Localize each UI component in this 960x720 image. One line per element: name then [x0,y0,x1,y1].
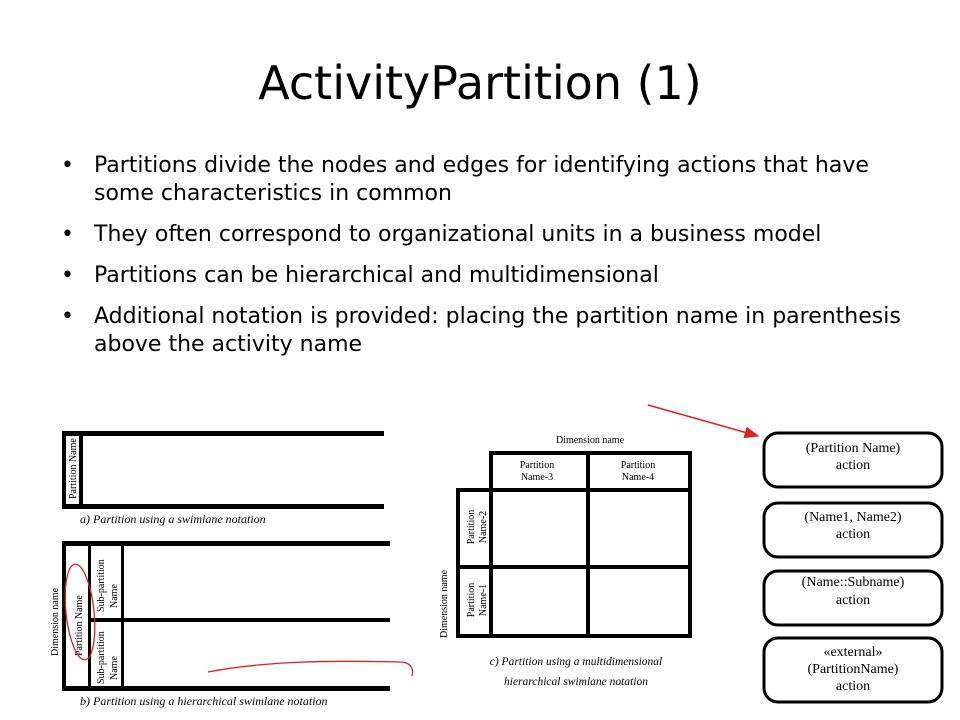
figure-a-caption: a) Partition using a swimlane notation [80,512,266,526]
action-label: action [835,679,871,694]
lane-label: Partition Name [68,438,79,499]
figure-c-caption-line1: c) Partition using a multidimensional [489,656,663,668]
dimension-top-label: Dimension name [555,435,625,446]
action-nodes [764,433,942,702]
bullet-dot-icon: • [61,222,74,247]
bullet-dot-icon: • [61,263,74,288]
figure-b-caption: b) Partition using a hierarchical swimlane notation [80,694,328,708]
sub-partition-bottom-line1: Sub-partition [96,631,107,684]
bullet-dot-icon: • [61,153,74,178]
action-stereotype: «external» [823,645,883,660]
sub-partition-top-line2: Name [109,584,120,608]
action-label: action [835,527,871,542]
figure-b-hierarchical [50,541,413,708]
sub-partition-top-line1: Sub-partition [96,559,107,612]
dimension-left-label: Dimension name [439,569,450,639]
bullet-text: Partitions divide the nodes and edges for identifying actions that have some characteristics in common [94,153,869,206]
figure-a-swimlane [62,431,384,526]
action-label: action [835,593,871,608]
figure-c-multidimensional [439,435,692,688]
row-header-line2: Name-2 [478,510,489,544]
row-header-line1: Partition [466,509,477,545]
sub-partition-bottom-line2: Name [109,656,120,680]
column-header-line2: Name-4 [621,472,655,483]
row-header-line2: Name-1 [478,583,489,617]
action-partition-label: (Partition Name) [805,441,901,456]
dimension-label: Dimension name [50,587,61,656]
slide-title: ActivityPartition (1) [258,56,702,110]
annotation-arrow [648,405,758,436]
action-label: action [835,458,871,473]
action-partition-label: (Name1, Name2) [804,510,902,525]
bullet-dot-icon: • [61,304,74,329]
action-partition-label: (Name::Subname) [801,575,905,590]
row-header-line1: Partition [466,582,477,618]
column-header-line1: Partition [519,460,555,471]
bullet-text: Partitions can be hierarchical and multidimensional [94,263,659,288]
bullet-text: Additional notation is provided: placing the partition name in parenthesis above the activity name [94,304,901,357]
column-header-line1: Partition [620,460,656,471]
action-partition-label: (PartitionName) [807,662,899,677]
column-header-line2: Name-3 [520,472,554,483]
partition-label: Partition Name [74,595,85,656]
figure-c-caption-line2: hierarchical swimlane notation [504,676,648,688]
annotation-underline [208,661,413,676]
bullet-text: They often correspond to organizational units in a business model [94,222,822,247]
